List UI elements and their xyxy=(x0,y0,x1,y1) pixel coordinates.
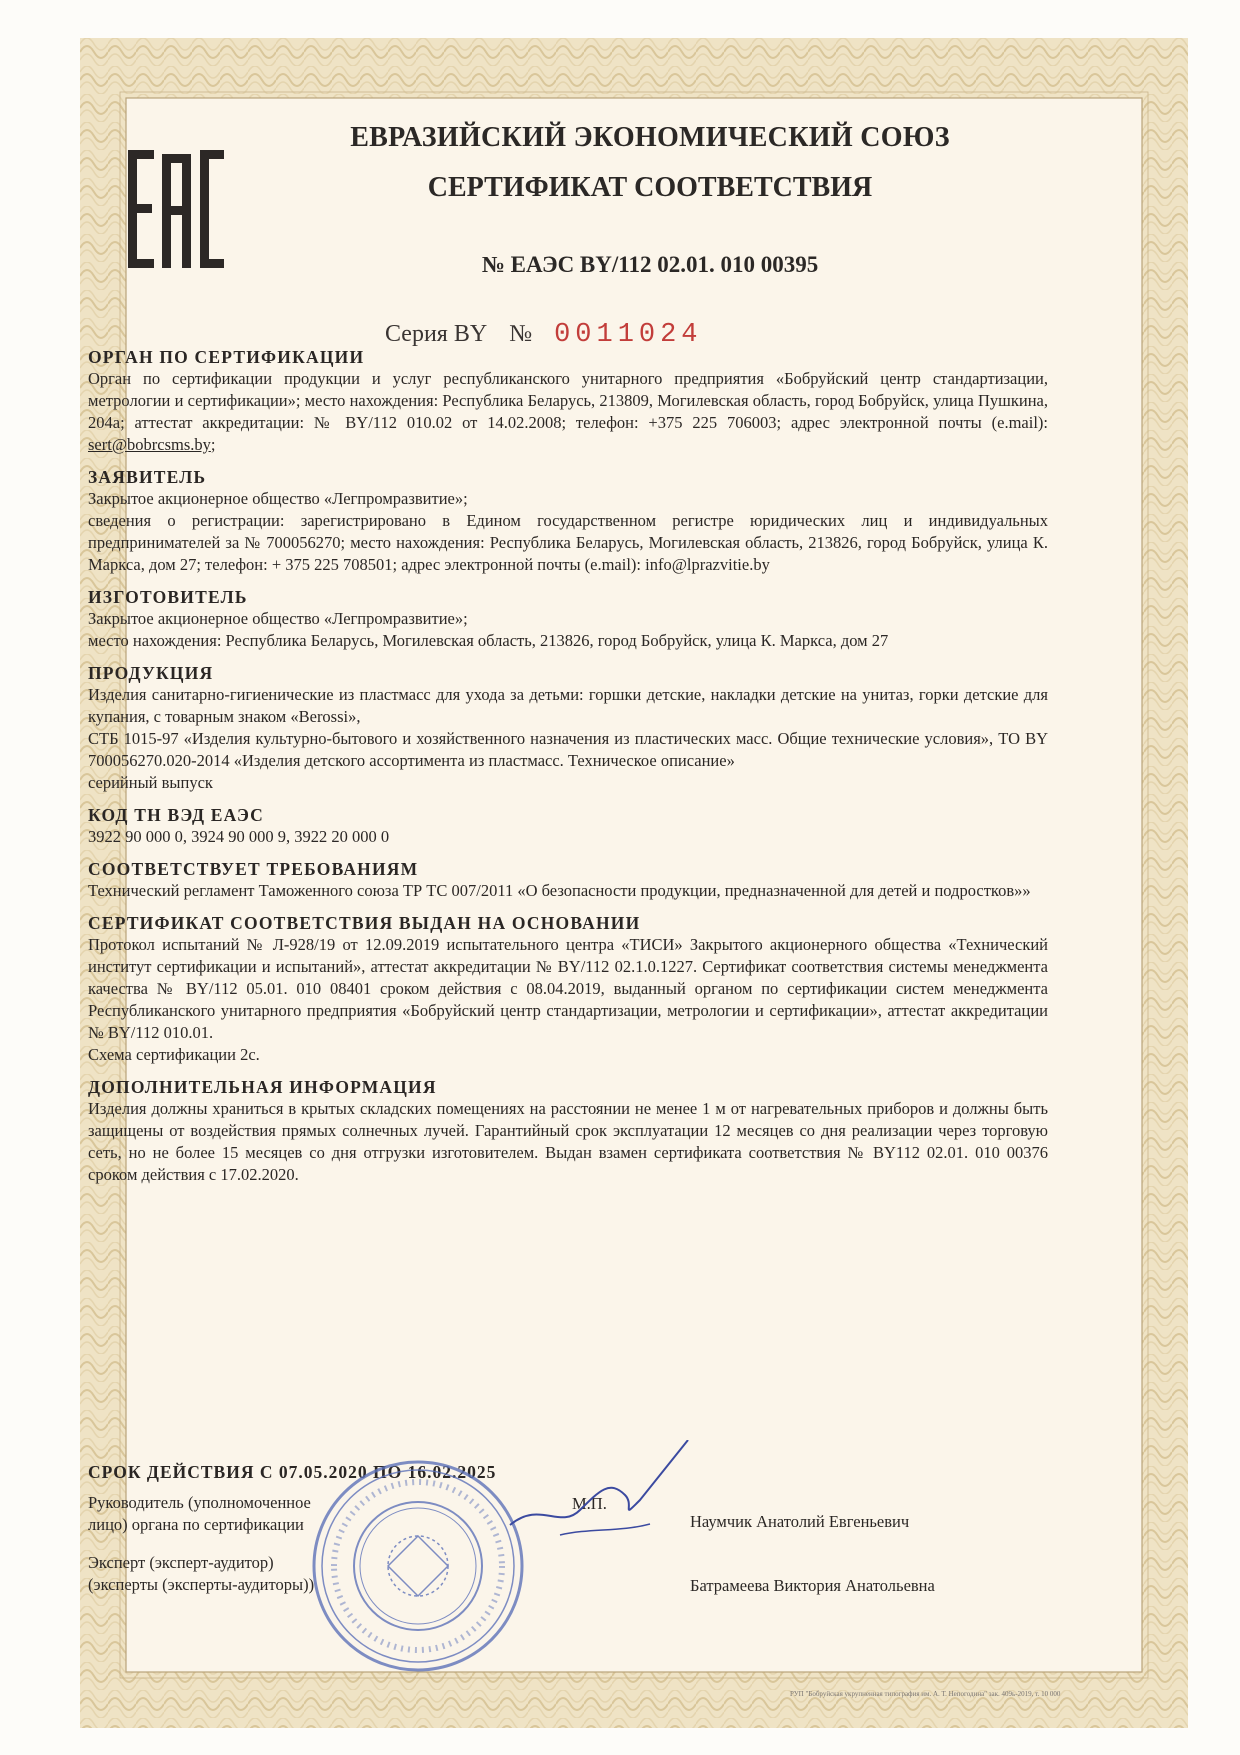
head-label: Руководитель (уполномоченное лицо) органа по сертификации xyxy=(88,1493,311,1534)
signature-icon xyxy=(500,1440,700,1550)
expert-label: Эксперт (эксперт-аудитор) (эксперты (эксперты-аудиторы)) xyxy=(88,1553,315,1594)
section-certification-body xyxy=(88,346,1048,456)
expert-name: Батрамеева Виктория Анатольевна xyxy=(690,1576,935,1595)
number-sign: № xyxy=(509,321,533,347)
section-text: Орган по сертификации продукции и услуг республиканского унитарного предприятия «Бобруйский центр стандартизации, метрологии и сертификации»; место нахождения: Республика Беларусь, 213809, Могилевская область, город Бобруйск, улица Пушкина, 204а; аттестат аккредитации: № BY/112 010.02 от 14.02.2008; телефон: +375 225 706003; адрес электронной почты (e.mail): sert@bobrcsms.by; xyxy=(88,369,1048,454)
certificate-title: СЕРТИФИКАТ СООТВЕТСТВИЯ xyxy=(427,172,873,203)
section-text: серийный выпуск xyxy=(88,773,213,792)
section-requirements xyxy=(88,858,1048,902)
section-text: место нахождения: Республика Беларусь, Могилевская область, 213826, город Бобруйск, улица К. Маркса, дом 27 xyxy=(88,631,889,650)
certificate-number: № ЕАЭС BY/112 02.01. 010 00395 xyxy=(481,252,819,277)
printer-imprint: РУП "Бобруйская укрупненная типография им. А. Т. Непогодина" зак. 409ь-2019, т. 10 000 xyxy=(790,1690,1061,1698)
section-title: ОРГАН ПО СЕРТИФИКАЦИИ xyxy=(88,347,365,367)
section-text: Схема сертификации 2с. xyxy=(88,1045,260,1064)
series-label: Серия BY xyxy=(385,321,488,347)
section-title: СООТВЕТСТВУЕТ ТРЕБОВАНИЯМ xyxy=(88,859,419,879)
section-basis xyxy=(88,912,1048,1066)
seal-place-label: М.П. xyxy=(572,1494,607,1513)
section-text: сведения о регистрации: зарегистрировано в Едином государственном регистре юридических лиц и индивидуальных предпринимателей за № 700056270; место нахождения: Республика Беларусь, Могилевская область, 213826, город Бобруйск, улица К. Маркса, дом 27; телефон: + 375 225 708501; адрес электронной почты (e.mail): info@lprazvitie.by xyxy=(88,511,1048,574)
section-text: Технический регламент Таможенного союза ТР ТС 007/2011 «О безопасности продукции, предназначенной для детей и подростков»» xyxy=(88,881,1031,900)
section-tn-ved-code xyxy=(88,804,1048,848)
section-manufacturer xyxy=(88,586,1048,652)
email-link: sert@bobrcsms.by xyxy=(88,435,211,454)
section-text: Закрытое акционерное общество «Легпромразвитие»; xyxy=(88,609,468,628)
section-text: 3922 90 000 0, 3924 90 000 9, 3922 20 000 0 xyxy=(88,827,390,846)
section-title: ДОПОЛНИТЕЛЬНАЯ ИНФОРМАЦИЯ xyxy=(88,1077,437,1097)
section-title: ПРОДУКЦИЯ xyxy=(88,663,214,683)
section-title: КОД ТН ВЭД ЕАЭС xyxy=(88,805,264,825)
section-title: ЗАЯВИТЕЛЬ xyxy=(88,467,207,487)
section-text: Закрытое акционерное общество «Легпромразвитие»; xyxy=(88,489,468,508)
section-additional-info xyxy=(88,1076,1048,1186)
section-text: Изделия санитарно-гигиенические из пластмасс для ухода за детьми: горшки детские, накладки детские на унитаз, горки детские для купания, с товарным знаком «Berossi», xyxy=(88,685,1048,726)
series-number: 0011024 xyxy=(554,320,703,350)
section-text: Изделия должны храниться в крытых складских помещениях на расстоянии не менее 1 м от нагревательных приборов и должны быть защищены от воздействия прямых солнечных лучей. Гарантийный срок эксплуатации 12 месяцев со дня реализации через торговую сеть, но не более 15 месяцев со дня отгрузки изготовителем. Выдан взамен сертификата соответствия № BY112 02.01. 010 00376 сроком действия с 17.02.2020. xyxy=(88,1099,1048,1184)
eac-logo xyxy=(128,150,224,268)
section-text: СТБ 1015-97 «Изделия культурно-бытового и хозяйственного назначения из пластических масс. Общие технические условия», ТО BY 700056270.020-2014 «Изделия детского ассортимента из пластмасс. Техническое описание» xyxy=(88,729,1048,770)
validity-period: СРОК ДЕЙСТВИЯ С 07.05.2020 ПО 16.02.2025 xyxy=(88,1462,497,1482)
section-applicant xyxy=(88,466,1048,576)
certificate-body xyxy=(88,346,1048,1196)
section-title: ИЗГОТОВИТЕЛЬ xyxy=(88,587,248,607)
union-title: ЕВРАЗИЙСКИЙ ЭКОНОМИЧЕСКИЙ СОЮЗ xyxy=(350,122,950,153)
head-name: Наумчик Анатолий Евгеньевич xyxy=(690,1512,910,1531)
section-product xyxy=(88,662,1048,794)
section-text: Протокол испытаний № Л-928/19 от 12.09.2019 испытательного центра «ТИСИ» Закрытого акционерного общества «Технический институт сертификации и испытаний», аттестат аккредитации № BY/112 02.1.0.1227. Сертификат соответствия системы менеджмента качества № BY/112 05.01. 010 08401 сроком действия с 08.04.2019, выданный органом по сертификации систем менеджмента Республиканского унитарного предприятия «Бобруйский центр стандартизации, метрологии и сертификации», аттестат аккредитации № BY/112 010.01. xyxy=(88,935,1048,1042)
round-seal-icon xyxy=(308,1456,528,1676)
section-title: СЕРТИФИКАТ СООТВЕТСТВИЯ ВЫДАН НА ОСНОВАНИИ xyxy=(88,913,641,933)
